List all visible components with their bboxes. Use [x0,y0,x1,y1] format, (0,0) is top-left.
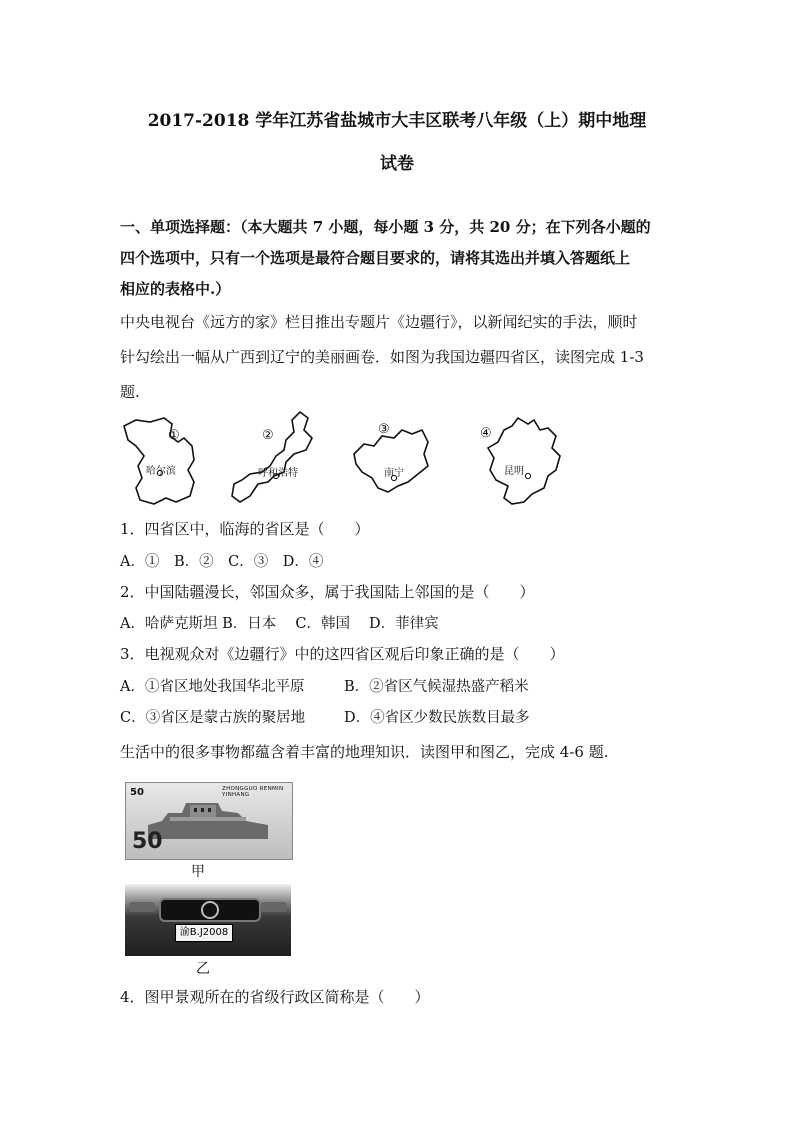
car-headlight-icon [261,902,287,912]
intro-line1: 中央电视台《远方的家》栏目推出专题片《边疆行》，以新闻纪实的手法，顺时 [120,313,638,331]
section-header-line3: 相应的表格中.） [120,280,231,298]
question-2-stem: 2．中国陆疆漫长，邻国众多，属于我国陆上邻国的是（ ） [120,583,535,601]
question-1-stem: 1．四省区中，临海的省区是（ ） [120,520,370,538]
question-3-option-b: B．②省区气候湿热盛产稻米 [344,679,529,695]
figure-yi-label: 乙 [196,961,210,977]
intro-line2: 针勾绘出一幅从广西到辽宁的美丽画卷．如图为我国边疆四省区，读图完成 1-3 [120,348,644,366]
map-city-label: 南宁 [384,468,404,479]
page-title: 2017-2018 学年江苏省盐城市大丰区联考八年级（上）期中地理 [147,111,647,131]
question-3-stem: 3．电视观众对《边疆行》中的这四省区观后印象正确的是（ ） [120,645,565,663]
intro2: 生活中的很多事物都蕴含着丰富的地理知识．读图甲和图乙，完成 4-6 题. [120,743,609,761]
car-headlight-icon [129,902,155,912]
map-outline-2 [228,410,320,508]
intro-line3: 题. [120,383,140,401]
map-city-label: 哈尔滨 [146,466,176,477]
question-4-stem: 4．图甲景观所在的省级行政区简称是（ ） [120,988,430,1006]
figure-jia-label: 甲 [191,864,205,880]
map-outline-3 [350,416,432,496]
section-header-line2: 四个选项中，只有一个选项是最符合题目要求的，请将其选出并填入答题纸上 [120,249,631,267]
map-number: ④ [480,426,492,441]
map-neimenggu [228,410,320,508]
question-3-option-c: C．③省区是蒙古族的聚居地 [120,710,306,726]
map-number: ① [168,428,180,443]
car-image [125,884,291,956]
question-3-option-d: D．④省区少数民族数目最多 [344,710,530,726]
banknote-image [125,782,293,860]
question-1-options: A．① B．② C．③ D．④ [120,554,324,570]
banknote-bank-text: ZHONGGUO RENMIN YINHANG [222,786,284,798]
map-guangxi [350,416,432,496]
map-yunnan [478,414,564,510]
car-logo-icon [201,901,219,919]
question-2-options: A．哈萨克斯坦 B．日本 C．韩国 D．菲律宾 [120,616,439,632]
section-header-line1: 一、单项选择题：（本大题共 7 小题，每小题 3 分，共 20 分；在下列各小题的 [120,218,651,236]
map-number: ② [262,428,274,443]
license-plate: 渝B.J2008 [175,924,233,942]
banknote-denomination-large: 50 [132,829,163,854]
map-city-label: 呼和浩特 [258,468,298,479]
map-heilongjiang [120,416,200,508]
map-city-label: 昆明 [504,466,524,477]
banknote-denomination-small: 50 [130,787,144,798]
map-number: ③ [378,422,390,437]
question-3-option-a: A．①省区地处我国华北平原 [120,679,305,695]
potala-palace-icon [148,795,268,839]
page-title-line2: 试卷 [380,154,414,174]
